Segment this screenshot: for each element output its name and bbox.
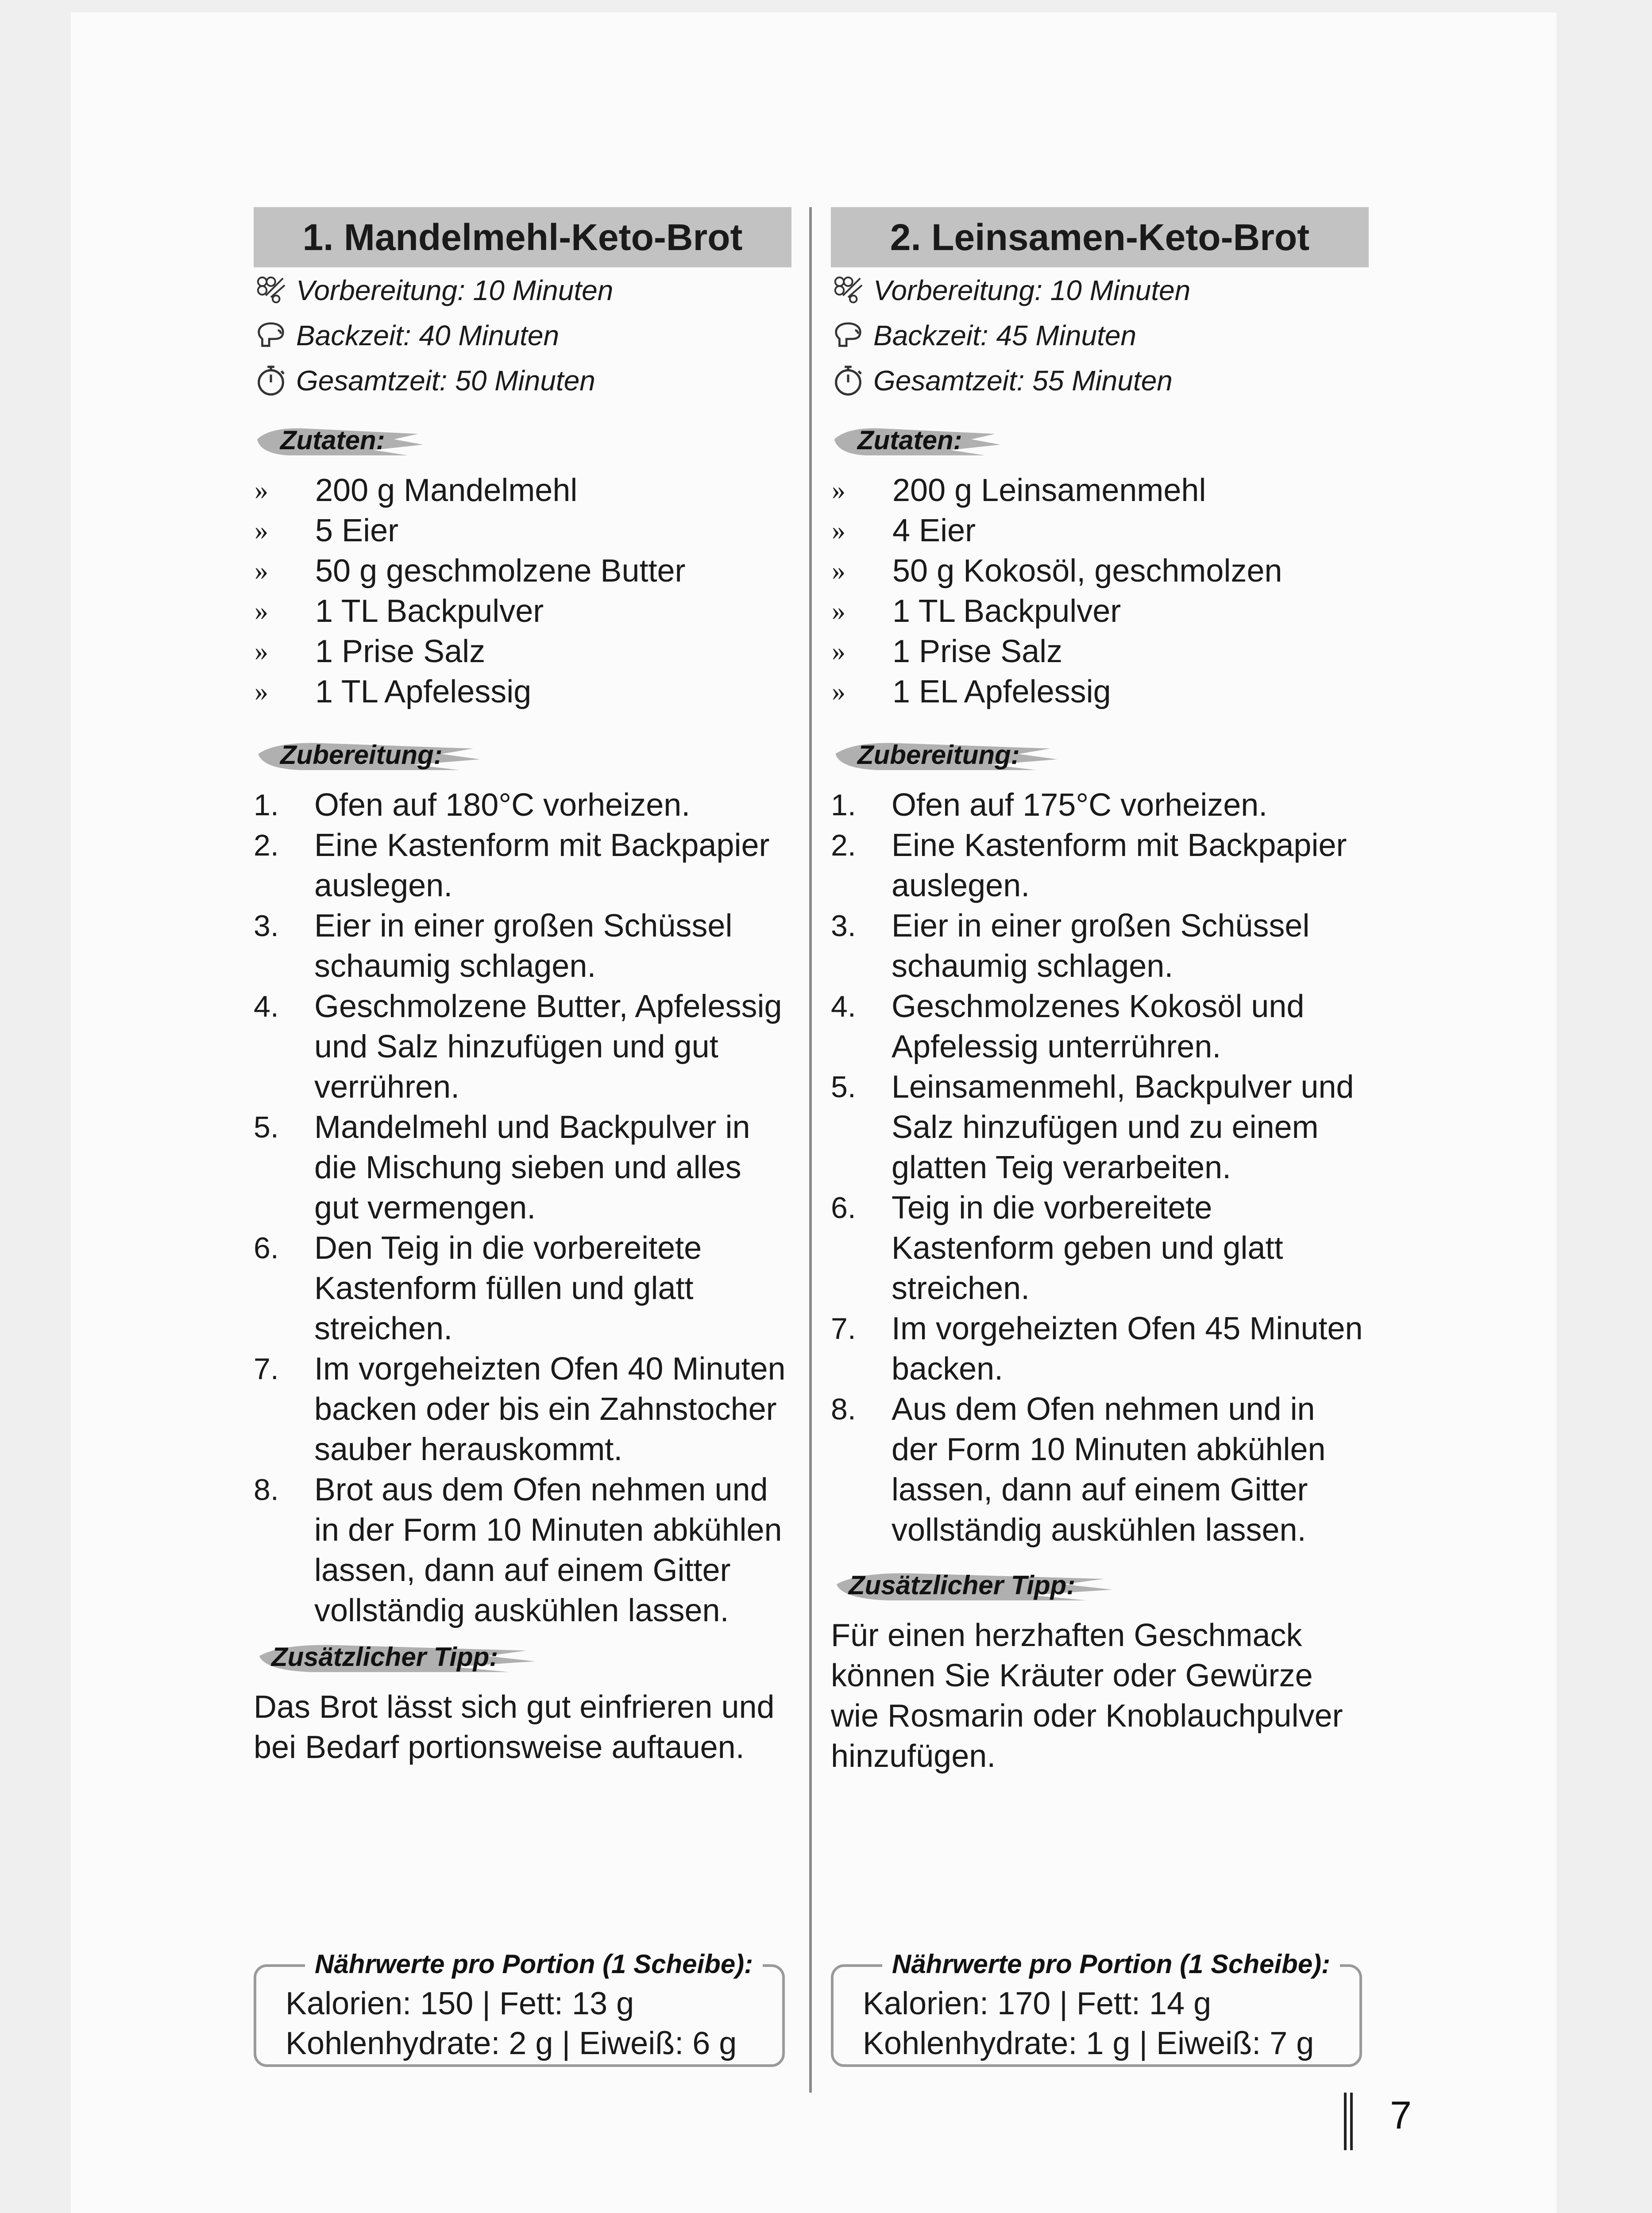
bake-time xyxy=(254,313,791,358)
list-item: 1. Ofen auf 180°C vorheizen. xyxy=(254,787,691,823)
list-item: 4. Geschmolzenes Kokosöl und Apfelessig unterrühren. xyxy=(831,989,1305,1064)
list-item: 5. Mandelmehl und Backpulver in die Mischung sieben und alles gut vermengen. xyxy=(254,1110,750,1226)
page-number: 7 xyxy=(1390,2093,1412,2137)
nutrition-line: Kalorien: 170 | Fett: 14 g xyxy=(863,1986,1212,2021)
nutrition-line: Kalorien: 150 | Fett: 13 g xyxy=(286,1986,634,2021)
list-item: » 200 g Mandelmehl xyxy=(255,473,578,508)
list-item: 3. Eier in einer großen Schüssel schaumig schlagen. xyxy=(254,908,733,984)
total-time xyxy=(831,359,1369,403)
prep-time-text: Vorbereitung: 10 Minuten xyxy=(296,274,614,306)
whisk-icon xyxy=(254,273,288,308)
list-item: 3. Eier in einer großen Schüssel schaumig schlagen. xyxy=(831,908,1310,984)
list-item: » 1 TL Backpulver xyxy=(255,594,544,629)
list-item: » 1 EL Apfelessig xyxy=(832,674,1111,709)
list-item: 7. Im vorgeheizten Ofen 45 Minuten backen. xyxy=(831,1311,1363,1387)
tip-text: Für einen herzhaften Geschmack können Sie Kräuter oder Gewürze wie Rosmarin oder Knoblauchpulver hinzufügen. xyxy=(831,1618,1343,1774)
recipe-title: 1. Mandelmehl-Keto-Brot xyxy=(254,207,791,267)
stopwatch-icon xyxy=(831,363,865,398)
preparation-heading: Zubereitung: xyxy=(254,738,482,774)
tip-heading: Zusätzlicher Tipp: xyxy=(254,1640,538,1676)
nutrition-title: Nährwerte pro Portion (1 Scheibe): xyxy=(882,1946,1340,1983)
list-item: » 5 Eier xyxy=(255,513,399,548)
bake-time-text: Backzeit: 40 Minuten xyxy=(296,320,560,351)
oven-mitt-icon xyxy=(831,318,865,353)
list-item: » 1 TL Backpulver xyxy=(832,594,1121,629)
step-list xyxy=(831,785,1369,1550)
step-list xyxy=(254,785,791,1631)
prep-time xyxy=(831,268,1369,312)
oven-mitt-icon xyxy=(254,318,288,353)
bake-time xyxy=(831,313,1369,358)
list-item: » 1 TL Apfelessig xyxy=(255,674,532,709)
ingredient-list xyxy=(831,470,1369,712)
list-item: 7. Im vorgeheizten Ofen 40 Minuten backen oder bis ein Zahnstocher sauber herauskommt. xyxy=(254,1351,786,1467)
list-item: » 1 Prise Salz xyxy=(255,634,486,669)
prep-time-text: Vorbereitung: 10 Minuten xyxy=(873,274,1191,306)
list-item: 1. Ofen auf 175°C vorheizen. xyxy=(831,787,1268,823)
list-item: 8. Aus dem Ofen nehmen und in der Form 10 Minuten abkühlen lassen, dann auf einem Gitter vollständig auskühlen lassen. xyxy=(831,1392,1326,1548)
nutrition-line: Kohlenhydrate: 2 g | Eiweiß: 6 g xyxy=(286,2026,737,2061)
list-item: 2. Eine Kastenform mit Backpapier auslegen. xyxy=(831,828,1347,903)
total-time-text: Gesamtzeit: 50 Minuten xyxy=(296,365,595,397)
ingredients-heading: Zutaten: xyxy=(831,423,1002,459)
list-item: » 1 Prise Salz xyxy=(832,634,1063,669)
whisk-icon xyxy=(831,273,865,308)
list-item: » 200 g Leinsamenmehl xyxy=(832,473,1206,508)
total-time-text: Gesamtzeit: 55 Minuten xyxy=(873,365,1173,397)
list-item: 2. Eine Kastenform mit Backpapier auslegen. xyxy=(254,828,770,903)
list-item: » 4 Eier xyxy=(832,513,976,548)
prep-time xyxy=(254,268,791,312)
preparation-heading: Zubereitung: xyxy=(831,738,1060,774)
total-time xyxy=(254,359,791,403)
list-item: 8. Brot aus dem Ofen nehmen und in der Form 10 Minuten abkühlen lassen, dann auf einem Gitter vollständig auskühlen lassen. xyxy=(254,1472,782,1628)
ingredient-list xyxy=(254,470,791,712)
bake-time-text: Backzeit: 45 Minuten xyxy=(873,320,1137,351)
page xyxy=(71,12,1556,2213)
list-item: 5. Leinsamenmehl, Backpulver und Salz hinzufügen und zu einem glatten Teig verarbeiten. xyxy=(831,1069,1354,1185)
list-item: 6. Den Teig in die vorbereitete Kastenform füllen und glatt streichen. xyxy=(254,1230,702,1346)
list-item: » 50 g Kokosöl, geschmolzen xyxy=(832,553,1282,589)
nutrition-title: Nährwerte pro Portion (1 Scheibe): xyxy=(305,1946,763,1983)
ingredients-heading: Zutaten: xyxy=(254,423,425,459)
stopwatch-icon xyxy=(254,363,288,398)
recipe-column-left xyxy=(254,207,791,1768)
recipe-title: 2. Leinsamen-Keto-Brot xyxy=(831,207,1369,267)
list-item: 4. Geschmolzene Butter, Apfelessig und Salz hinzufügen und gut verrühren. xyxy=(254,989,782,1105)
column-divider xyxy=(809,207,812,2093)
list-item: » 50 g geschmolzene Butter xyxy=(255,553,686,589)
page-number-rule xyxy=(1344,2093,1355,2150)
tip-text: Das Brot lässt sich gut einfrieren und bei Bedarf portionsweise auftauen. xyxy=(254,1689,775,1765)
nutrition-box xyxy=(254,1949,785,2067)
recipe-column-right xyxy=(831,207,1369,1777)
nutrition-line: Kohlenhydrate: 1 g | Eiweiß: 7 g xyxy=(863,2026,1314,2061)
tip-heading: Zusätzlicher Tipp: xyxy=(831,1568,1115,1604)
nutrition-box xyxy=(831,1949,1362,2067)
list-item: 6. Teig in die vorbereitete Kastenform geben und glatt streichen. xyxy=(831,1190,1283,1306)
